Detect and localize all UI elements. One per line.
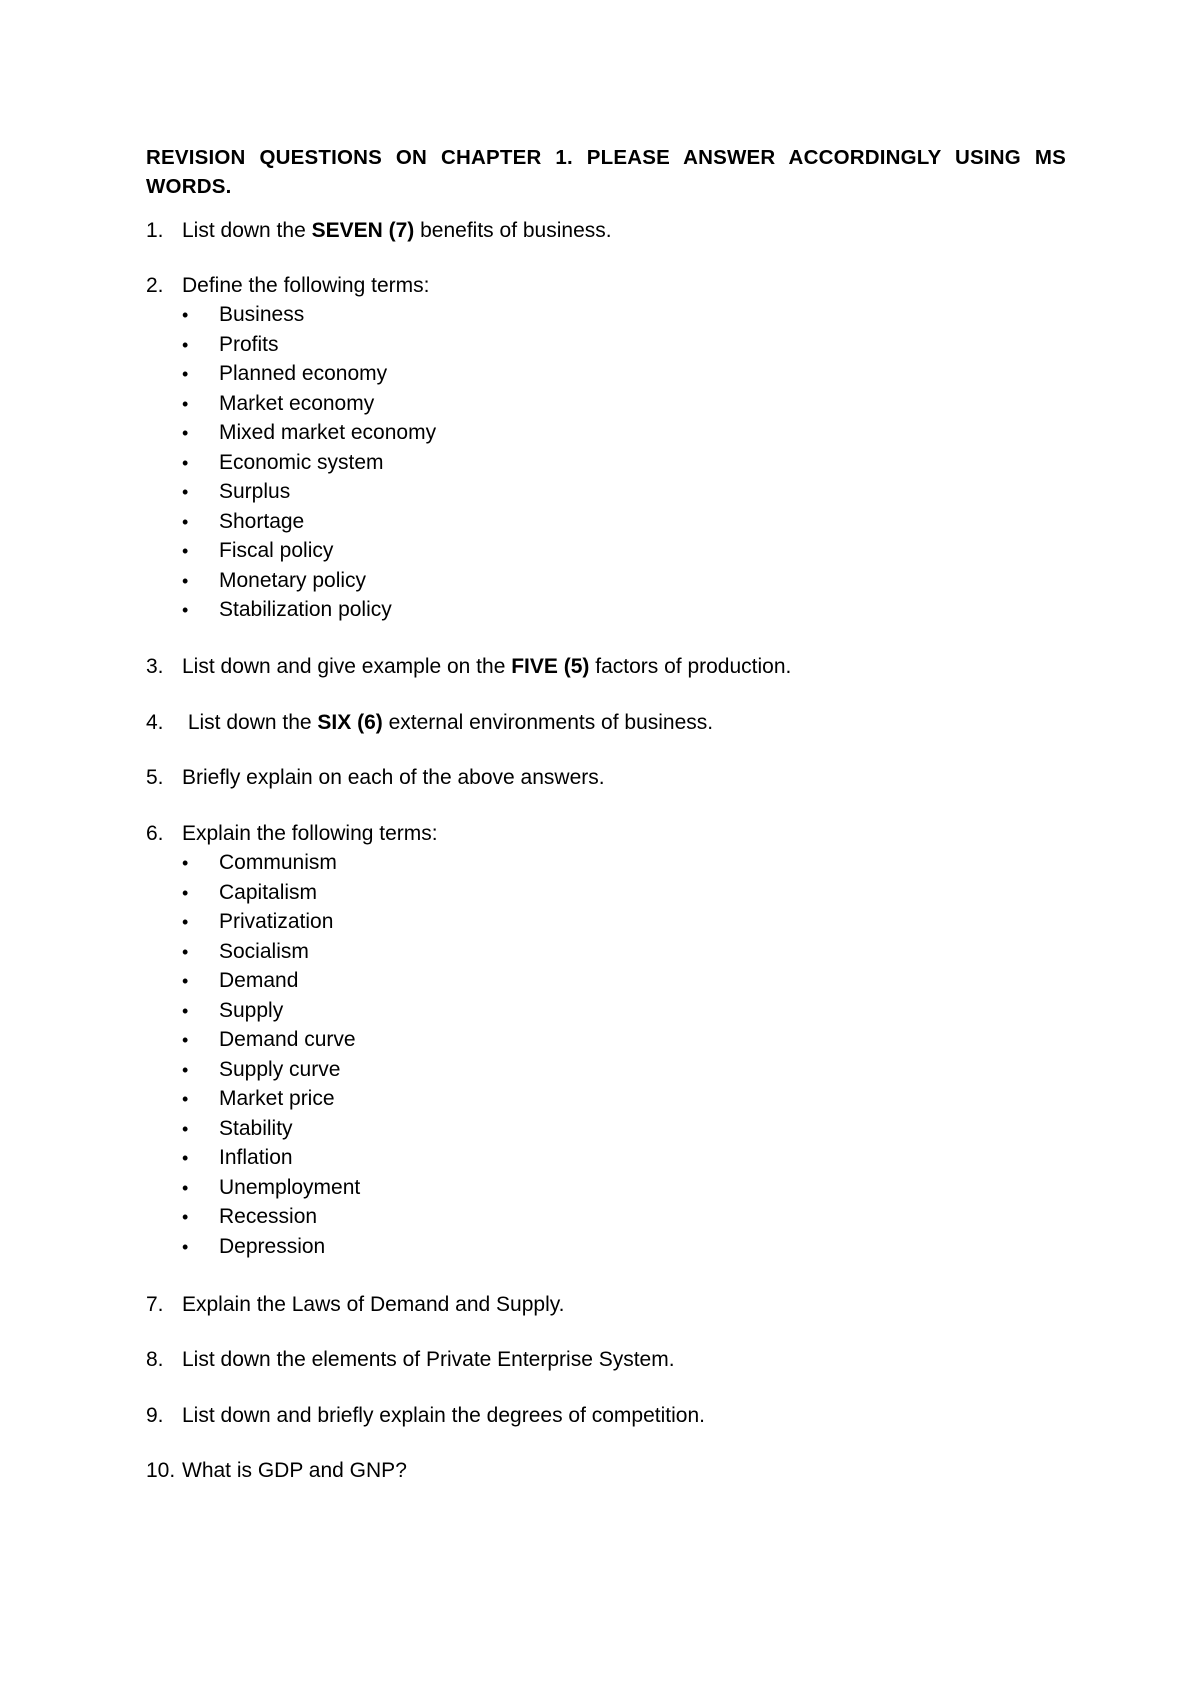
- question-text: Define the following terms:: [182, 274, 430, 297]
- page-title: REVISION QUESTIONS ON CHAPTER 1. PLEASE ANSWER ACCORDINGLY USING MS WORDS.: [146, 146, 1066, 198]
- question-emphasis: SEVEN (7): [311, 219, 415, 242]
- question-10: [146, 1456, 1066, 1485]
- list-item: [182, 966, 360, 996]
- question-text-end: external environments of business.: [382, 711, 714, 734]
- bullet-icon: •: [182, 1030, 189, 1050]
- bullet-icon: •: [182, 1059, 189, 1080]
- term-label: Supply: [219, 998, 284, 1022]
- bullet-icon: •: [182, 1236, 189, 1257]
- question-number: 8.: [146, 1348, 164, 1371]
- question-text: What is GDP and GNP?: [182, 1459, 407, 1482]
- term-label: Market price: [219, 1087, 335, 1110]
- bullet-icon: •: [182, 1207, 189, 1227]
- list-item: [182, 389, 436, 419]
- term-label: Recession: [219, 1205, 318, 1228]
- bullet-icon: •: [182, 570, 189, 591]
- question-number: 6.: [146, 822, 164, 845]
- bullet-icon: •: [182, 882, 189, 903]
- list-item: [182, 330, 436, 360]
- bullet-icon: •: [182, 1118, 189, 1139]
- bullet-icon: •: [182, 452, 189, 473]
- question-text-end: factors of production.: [589, 655, 792, 678]
- bullet-icon: •: [182, 1177, 189, 1198]
- list-item: [182, 937, 360, 967]
- list-item: [182, 996, 360, 1026]
- question-text: List down the elements of Private Enterprise System.: [182, 1348, 675, 1371]
- term-label: Mixed market economy: [219, 421, 437, 444]
- bullet-icon: •: [182, 305, 189, 325]
- question-8: [146, 1345, 1066, 1374]
- terms-list-q2: [182, 300, 436, 625]
- term-label: Socialism: [219, 939, 309, 963]
- question-number: 4.: [146, 711, 164, 734]
- question-text: Explain the following terms:: [182, 822, 438, 845]
- bullet-icon: •: [182, 600, 189, 620]
- term-label: Business: [219, 303, 305, 326]
- question-1: [146, 216, 1066, 245]
- term-label: Economic system: [219, 450, 384, 474]
- bullet-icon: •: [182, 511, 189, 532]
- question-number: 9.: [146, 1404, 164, 1427]
- bullet-icon: •: [182, 423, 189, 443]
- list-item: [182, 300, 436, 330]
- question-number: 10.: [146, 1459, 176, 1482]
- question-number: 2.: [146, 274, 164, 297]
- question-6: [146, 819, 1066, 848]
- bullet-icon: •: [182, 541, 189, 561]
- question-3: [146, 652, 1066, 681]
- term-label: Privatization: [219, 910, 334, 933]
- question-emphasis: FIVE (5): [511, 655, 590, 678]
- question-text: List down and briefly explain the degrees of competition.: [182, 1404, 705, 1427]
- list-item: [182, 848, 360, 878]
- term-label: Planned economy: [219, 362, 388, 385]
- term-label: Demand curve: [219, 1028, 356, 1051]
- bullet-icon: •: [182, 941, 189, 962]
- list-item: [182, 1173, 360, 1203]
- list-item: [182, 566, 436, 596]
- list-item: [182, 1232, 360, 1262]
- list-item: [182, 507, 436, 537]
- bullet-icon: •: [182, 853, 189, 873]
- question-number: 7.: [146, 1293, 164, 1316]
- list-item: [182, 1084, 360, 1114]
- question-9: [146, 1401, 1066, 1430]
- question-text: List down the: [182, 711, 318, 734]
- term-label: Surplus: [219, 480, 291, 503]
- list-item: [182, 1114, 360, 1144]
- question-text: Explain the Laws of Demand and Supply.: [182, 1293, 565, 1316]
- list-item: [182, 1202, 360, 1232]
- question-number: 1.: [146, 219, 164, 242]
- bullet-icon: •: [182, 1000, 189, 1021]
- term-label: Shortage: [219, 509, 305, 533]
- question-text: List down and give example on the: [182, 655, 512, 678]
- list-item: [182, 1055, 360, 1085]
- term-label: Fiscal policy: [219, 539, 334, 562]
- term-label: Stability: [219, 1116, 293, 1140]
- question-4: [146, 708, 1066, 737]
- list-item: [182, 1025, 360, 1055]
- bullet-icon: •: [182, 482, 189, 502]
- list-item: [182, 595, 436, 625]
- term-label: Inflation: [219, 1146, 293, 1169]
- bullet-icon: •: [182, 912, 189, 932]
- question-2: [146, 271, 1066, 300]
- bullet-icon: •: [182, 393, 189, 414]
- list-item: [182, 536, 436, 566]
- list-item: [182, 418, 436, 448]
- term-label: Communism: [219, 851, 337, 874]
- term-label: Demand: [219, 969, 299, 992]
- term-label: Depression: [219, 1234, 326, 1258]
- bullet-icon: •: [182, 971, 189, 991]
- list-item: [182, 448, 436, 478]
- term-label: Unemployment: [219, 1175, 361, 1199]
- question-number: 3.: [146, 655, 164, 678]
- bullet-icon: •: [182, 1089, 189, 1109]
- question-text: Briefly explain on each of the above answers.: [182, 766, 605, 789]
- term-label: Supply curve: [219, 1057, 341, 1081]
- term-label: Monetary policy: [219, 568, 367, 592]
- question-5: [146, 763, 1066, 792]
- list-item: [182, 477, 436, 507]
- list-item: [182, 1143, 360, 1173]
- terms-list-q6: [182, 848, 360, 1261]
- list-item: [182, 878, 360, 908]
- bullet-icon: •: [182, 364, 189, 384]
- term-label: Capitalism: [219, 880, 318, 904]
- term-label: Stabilization policy: [219, 598, 392, 621]
- term-label: Profits: [219, 332, 279, 356]
- term-label: Market economy: [219, 391, 375, 415]
- bullet-icon: •: [182, 334, 189, 355]
- question-text-end: benefits of business.: [414, 219, 612, 242]
- question-number: 5.: [146, 766, 164, 789]
- question-text: List down the: [182, 219, 312, 242]
- list-item: [182, 359, 436, 389]
- bullet-icon: •: [182, 1148, 189, 1168]
- list-item: [182, 907, 360, 937]
- question-7: [146, 1290, 1066, 1319]
- question-emphasis: SIX (6): [317, 711, 383, 734]
